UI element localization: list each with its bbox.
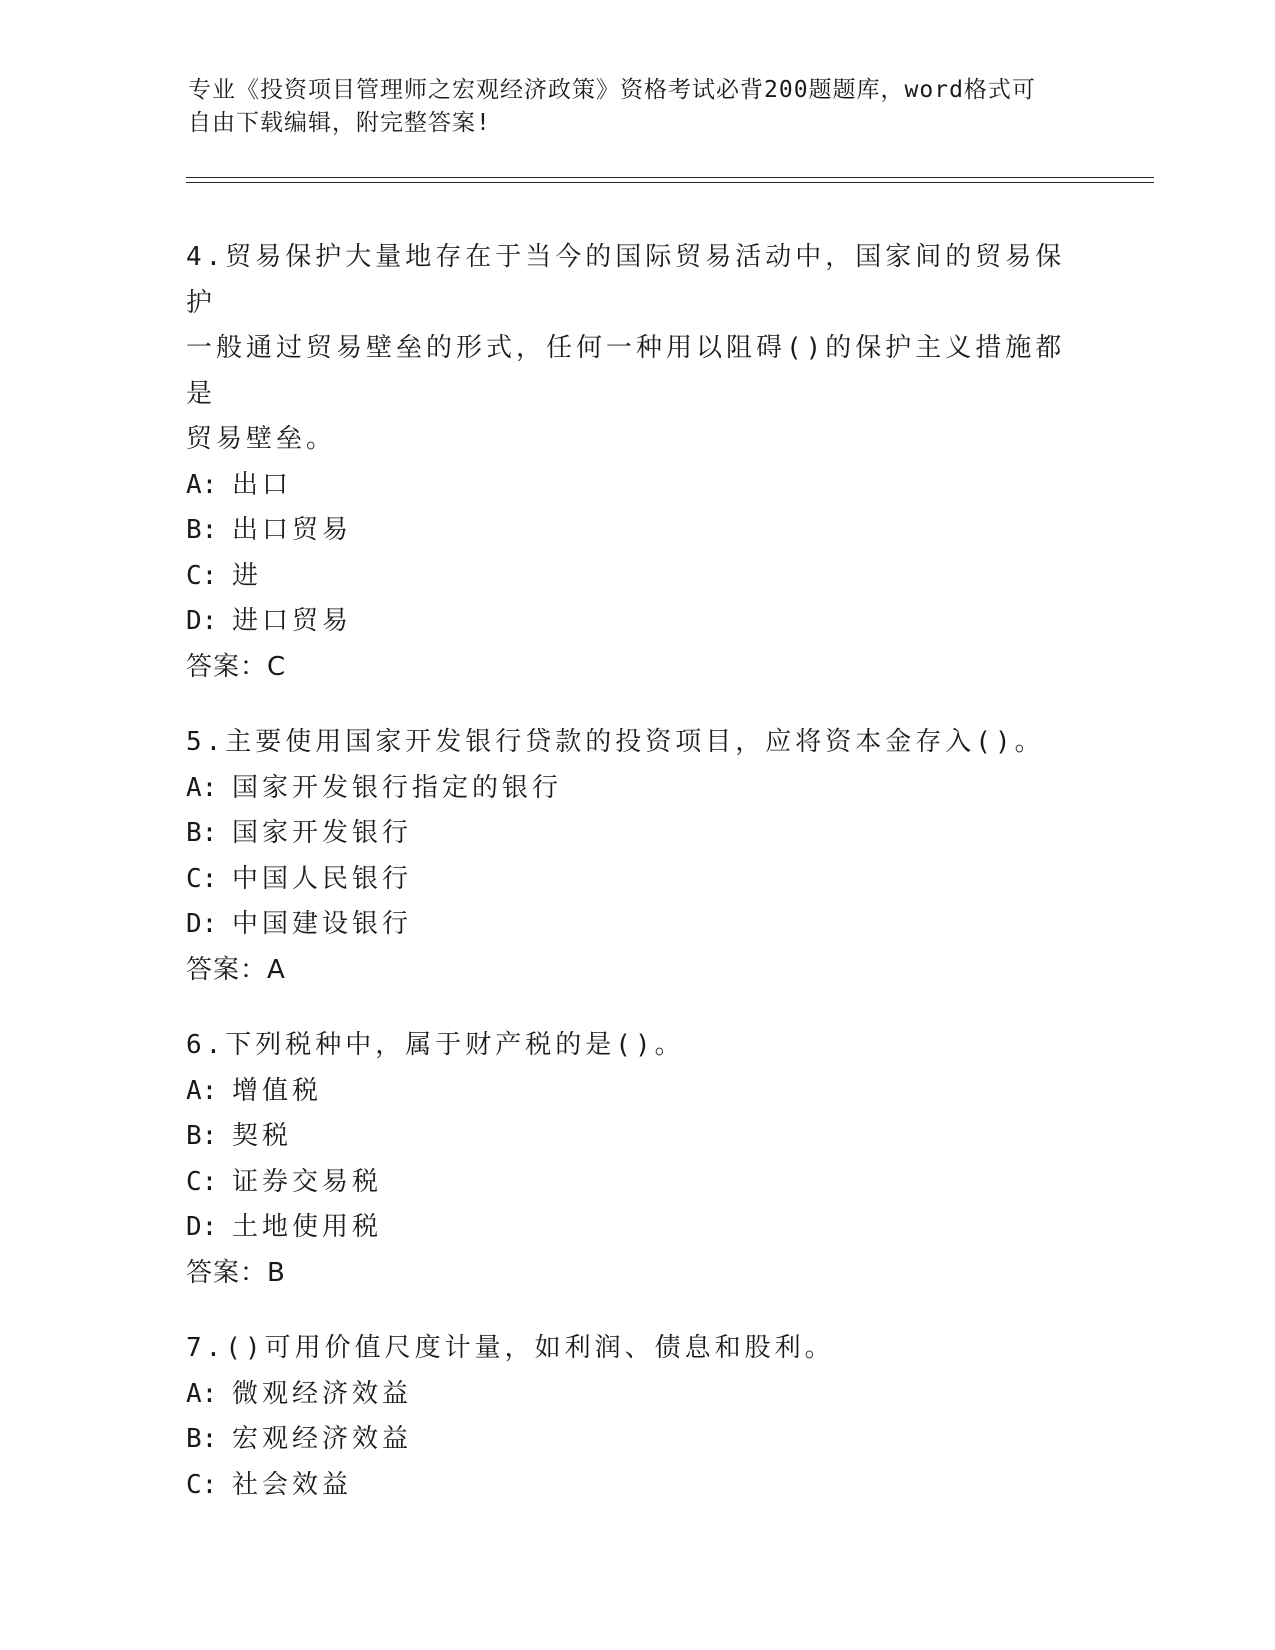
answer: 答案：B [186, 1257, 286, 1288]
header-title-line-1: 专业《投资项目管理师之宏观经济政策》资格考试必背200题题库，word格式可 [188, 77, 1036, 103]
option-b [186, 508, 1086, 554]
option-letter: D: [186, 606, 218, 636]
option-letter: C: [186, 863, 218, 894]
option-letter: C: [186, 560, 218, 591]
option-b [186, 1417, 1086, 1463]
question-stem-line: 贸易壁垒。 [186, 424, 337, 454]
option-c [186, 857, 1086, 903]
answer: 答案：C [186, 651, 287, 682]
question-stem-line: 5.主要使用国家开发银行贷款的投资项目，应将资本金存入()。 [186, 727, 1045, 757]
option-text: 中国建设银行 [232, 909, 413, 939]
option-letter: B: [186, 818, 218, 848]
question-stem-line: 6.下列税种中，属于财产税的是()。 [186, 1030, 685, 1060]
question-7 [186, 1326, 1086, 1508]
option-d [186, 902, 1086, 948]
question-4 [186, 235, 1086, 690]
option-text: 出口贸易 [232, 515, 353, 545]
option-a [186, 766, 1086, 812]
option-letter: B: [186, 1121, 218, 1151]
option-b [186, 811, 1086, 857]
option-text: 进口贸易 [232, 606, 353, 636]
header-rule-top [186, 177, 1154, 178]
option-text: 微观经济效益 [232, 1378, 413, 1409]
option-text: 土地使用税 [232, 1212, 383, 1242]
question-6 [186, 1023, 1086, 1296]
option-text: 出口 [232, 469, 293, 500]
document-header [188, 74, 1088, 140]
option-d [186, 599, 1086, 645]
option-letter: C: [186, 1166, 218, 1197]
option-c [186, 1463, 1086, 1509]
option-letter: A: [186, 469, 218, 500]
option-d [186, 1205, 1086, 1251]
option-text: 国家开发银行指定的银行 [232, 772, 563, 803]
option-c [186, 554, 1086, 600]
option-letter: D: [186, 909, 218, 939]
option-letter: C: [186, 1469, 218, 1500]
question-stem-line: 4.贸易保护大量地存在于当今的国际贸易活动中，国家间的贸易保护 [186, 242, 1066, 318]
option-letter: D: [186, 1212, 218, 1242]
header-title-line-2: 自由下载编辑，附完整答案! [188, 110, 491, 136]
option-text: 中国人民银行 [232, 863, 413, 894]
option-a [186, 463, 1086, 509]
option-text: 宏观经济效益 [232, 1424, 413, 1454]
option-letter: A: [186, 772, 218, 803]
option-text: 社会效益 [232, 1469, 353, 1500]
option-letter: B: [186, 515, 218, 545]
option-b [186, 1114, 1086, 1160]
option-text: 契税 [232, 1121, 293, 1151]
option-c [186, 1160, 1086, 1206]
option-text: 增值税 [232, 1075, 323, 1106]
option-letter: A: [186, 1075, 218, 1106]
option-text: 国家开发银行 [232, 818, 413, 848]
question-stem-line: 一般通过贸易壁垒的形式，任何一种用以阻碍()的保护主义措施都是 [186, 333, 1066, 409]
question-5 [186, 720, 1086, 993]
answer: 答案：A [186, 954, 286, 985]
question-stem-line: 7.()可用价值尺度计量，如利润、债息和股利。 [186, 1333, 835, 1363]
option-a [186, 1069, 1086, 1115]
option-letter: B: [186, 1424, 218, 1454]
option-letter: A: [186, 1378, 218, 1409]
header-rule-bottom [186, 182, 1154, 183]
question-list [186, 235, 1086, 1538]
option-text: 证券交易税 [232, 1166, 383, 1197]
option-a [186, 1372, 1086, 1418]
option-text: 进 [232, 560, 263, 591]
